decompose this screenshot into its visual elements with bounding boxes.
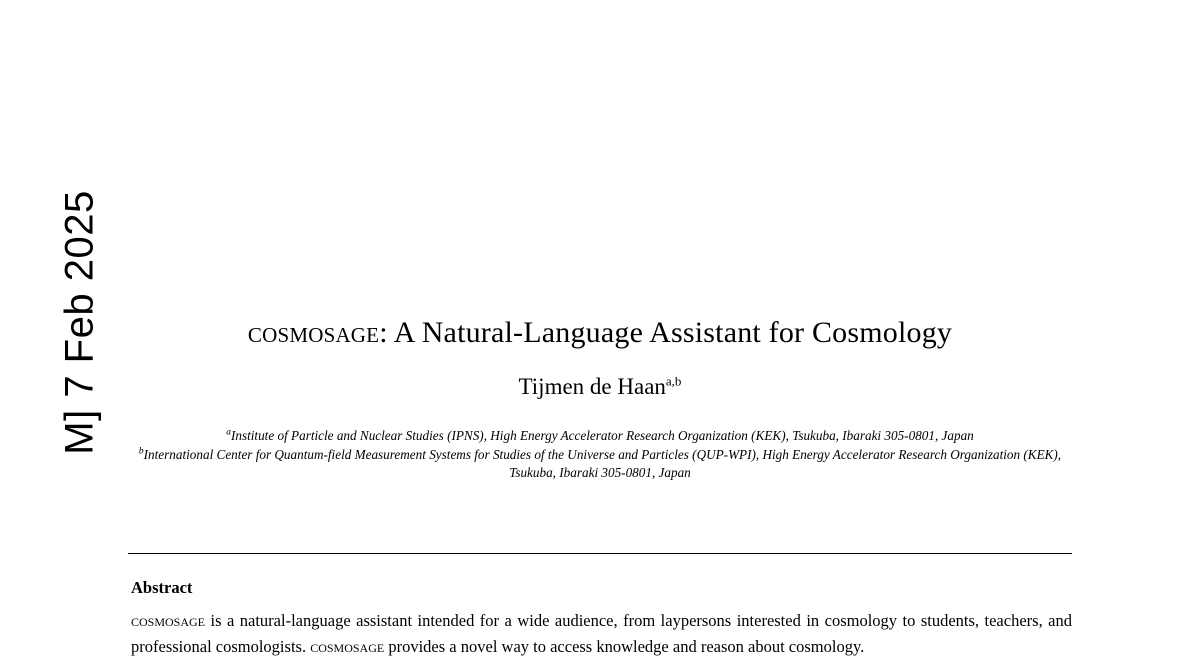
affiliation-a-marker: a <box>226 427 231 438</box>
abstract-text-2: provides a novel way to access knowledge and reason about cosmology. <box>384 637 865 657</box>
page-title-smallcaps: cosmosage <box>247 316 380 350</box>
affiliation-b-marker: b <box>138 446 144 457</box>
affiliation-block <box>128 427 1072 483</box>
page-title <box>128 316 1072 351</box>
paper-content <box>128 0 1072 657</box>
arxiv-stamp-text: M] 7 Feb 2025 <box>57 190 102 455</box>
author-line <box>128 374 1072 400</box>
author-affiliation-marker: a,b <box>665 373 682 389</box>
author-name: Tijmen de Haan <box>518 374 666 399</box>
abstract-smallcaps-1: cosmosage <box>131 611 206 630</box>
abstract-smallcaps-2: cosmosage <box>310 637 385 657</box>
abstract-body <box>131 608 1072 660</box>
affiliation-b-text: International Center for Quantum-field Measurement Systems for Studies of the Universe and Particles (QUP-WPI), High Energy Accelerator Research Organization (KEK), Tsukuba, Ibaraki 305-0801, Japan <box>143 446 1062 481</box>
affiliation-a <box>128 427 1072 446</box>
arxiv-stamp <box>0 0 120 648</box>
page-title-rest: : A Natural-Language Assistant for Cosmology <box>379 316 953 350</box>
horizontal-rule <box>128 553 1072 554</box>
abstract-text-1: is a natural-language assistant intended for a wide audience, from laypersons interested in cosmology to students, teachers, and professional cosmologists. <box>131 611 1072 657</box>
affiliation-b <box>128 446 1072 483</box>
abstract-heading: Abstract <box>131 578 193 597</box>
affiliation-a-text: Institute of Particle and Nuclear Studies (IPNS), High Energy Accelerator Research Organization (KEK), Tsukuba, Ibaraki 305-0801, Japan <box>230 428 974 443</box>
